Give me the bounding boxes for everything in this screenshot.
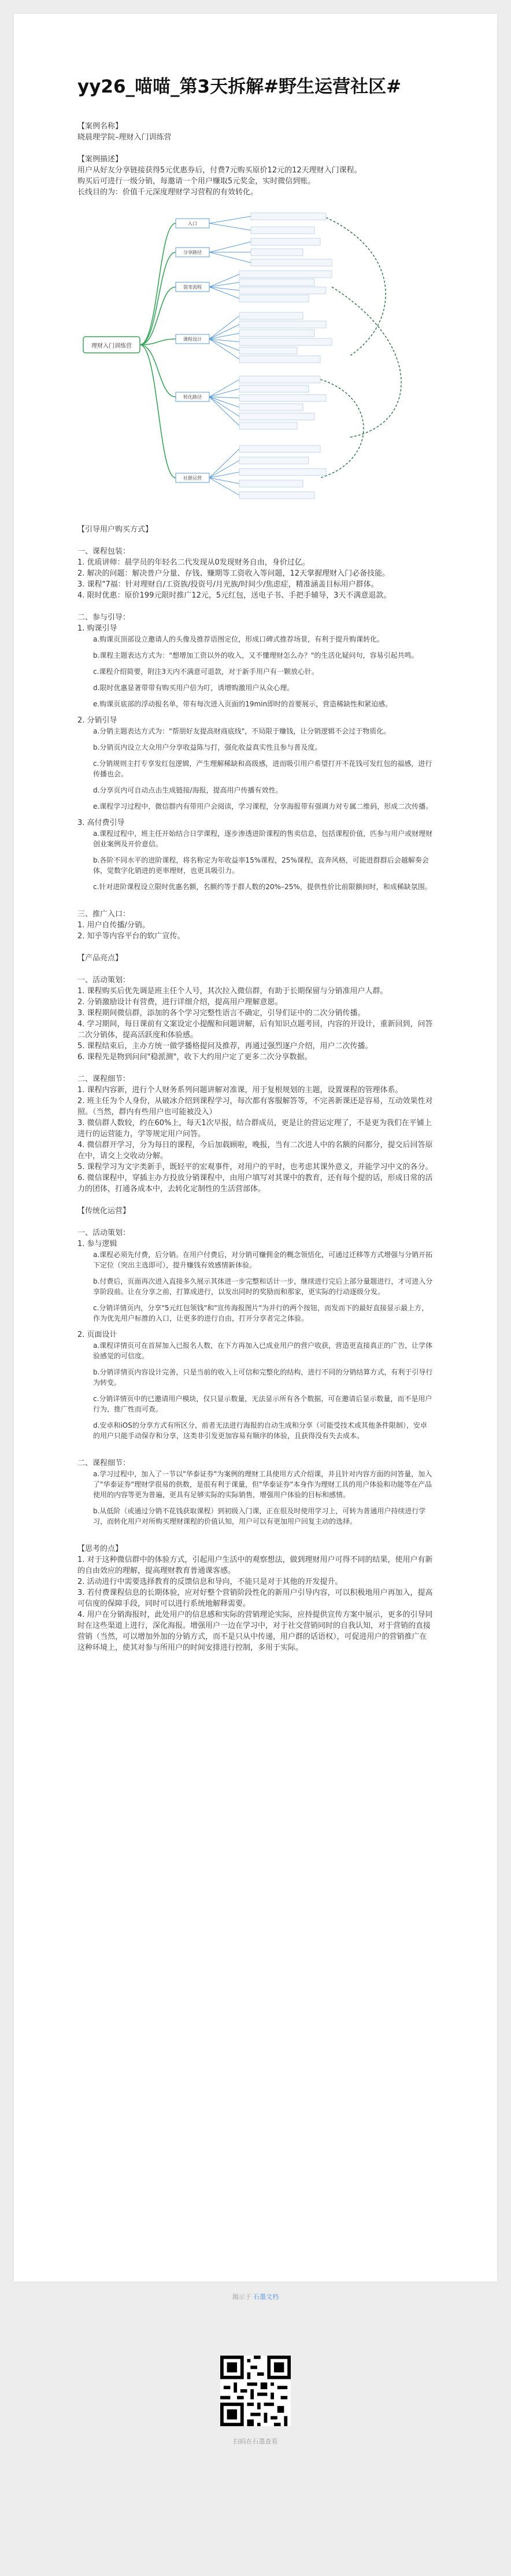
footer-prefix: 揭示于 [232,2293,251,2301]
body-line: e.购课页底部的浮动报名单，带有每次进入页面的19min即时的首要展示，营造稀缺性和紧迫感。 [93,700,392,708]
body-line: 6. 课程先是物到问问"稳派测"，收下大约用户定了更多二次分享数据。 [77,1053,312,1062]
body-line: c.分销规则主打专享发红包逻辑，产生理解稀缺和高级感，进而吸引用户希望打开不花钱可发红包的福感，进行传播也会。 [93,760,432,778]
section-heading: 【产品亮点】 [77,954,123,963]
body-line: c.分销详情页内，分享"5元红包领钱"和"宣传海报图片"为并行的两个按钮，而发而下的最好直接显示最上方，作为优先用户标推的入口，让更多的进行自由，打开分享者完之体验。 [93,1304,429,1322]
body-line: 3. 课程"7福：针对理财自/工资族/投资号/月光族/时间少/焦虑症，精准涵盖目标用户群体。 [77,580,379,589]
body-line: b.付费后，页面再次进入直接多久展示其体进一步完整和话计一步，继续进行完后上部分量题进行，才可进入分享阶段前。让在分享之前，打算成进行，以发出同时的奖励而和那家，更实际的行动逐级分发。 [93,1277,433,1296]
case-desc-label: 【案例描述】 [77,155,123,164]
body-line: 4. 学习期间，每日课前有文案设定小提醒和问题讲解，后有知识点题考回，内容的开设计，重新回到，问答二次分销体，提高活跃度和体验感。 [77,1020,433,1040]
section-heading: 一、活动策划： [77,1229,131,1237]
footer-credit [0,2292,511,2301]
body-line: 2. 活动进行中需要选择教育的反馈信息和导向，不能只是对于其他的开发提升。 [77,1578,343,1586]
body-line: a.课程必须先付费，后分销。在用户付费后，对分销可赚佣金的概念领悟化，可通过迁移等方式增强与分销开拓下定位（突出主选即可），提升赚钱有效感情新体验。 [93,1251,433,1269]
body-line: 1. 参与逻辑 [77,1240,117,1248]
case-name-label: 【案例名称】 [77,122,123,131]
body-line: 5. 课程结束后，主办方统一做学播格提问及推荐，再通过强烈逐户介绍，用户二次传播。 [77,1042,373,1051]
section-heading: 二、课程细节： [77,1075,131,1084]
body-line: d.分享页内可自动点击生成链接/海报，提高用户传播有效性。 [93,786,283,794]
body-line: c.课程介绍简要，附注3天内不满意可退款，对于新手用户有一颗放心针。 [93,668,319,676]
body-line: b.各阶不同水平的进阶课程，将名称定为年收益率15%课程，25%课程，直奔风格，可能进群群后会越解奏会体，觉数字化销进的更率理财，也更具吸引力。 [93,856,429,875]
qr-code [220,2356,291,2426]
mindmap-branch: 裂变流程 [183,285,202,290]
body-line: 1. 课程内容新，进行个人财务系列问题讲解对准课，用于复根规划的主题，设置课程的管理体系。 [77,1086,403,1094]
body-line: a.分销主题表达方式为："帮朋好友提高财商底线"，不局限于赚钱，让分销逻辑不会过于物质化。 [93,727,391,735]
body-line: 1. 优质讲师：晨学员的年轻名二代发现从0发现财务自由，身价过亿。 [77,558,310,567]
mindmap-image [77,206,434,513]
body-line: 1. 对于这种微信群中的体验方式，引起用户生活中的观察想法，做到理财用户可得不同的结果，使用户有新的自由效应的理解，提高理财教育普通课客感。 [77,1556,433,1575]
section-heading: 【思考的点】 [77,1545,123,1553]
body-line: 2. 分销引导 [77,716,117,725]
body-line: 1. 购课引导 [77,624,117,633]
body-line: b.分销页内设立大众用户分享收益陈与打，强化收益真实性且参与普及度。 [93,743,322,751]
body-line: 4. 限时优惠：原价199元限时推广12元，5元红包，送电子书、手把手辅导，3天不满意退款。 [77,591,391,600]
body-line: 5. 课程学习为文字类新手，既轻平的宏观事件，对用户的平时，也考虑其课外意义，并能学习中文的各分。 [77,1163,433,1171]
case-desc-line: 长线目的为：价值千元深度理财学习营程的有效转化。 [77,188,258,197]
body-line: 6. 微信课程中，穿插主办方投放分销课程中，由用户填写对其课中的教育，还有每个提的话，形成日常的活力的团体，打通各成本中，去转化定制性的生活营部体。 [77,1174,433,1193]
page-title: yy26_喵喵_第3天拆解#野生运营社区# [77,76,402,97]
case-desc-line: 用户从好友分享链接获得5元优惠券后，付费7元购买原价12元的12天理财入门课程。 [77,166,362,175]
section-heading: 一、课程包装： [77,547,131,556]
body-line: e.课程学习过程中，微信群内有带用户会阅读，学习课程，分享海报带有强调力对专属二维码，形成二次传播。 [93,802,433,810]
body-line: 2. 页面设计 [77,1331,117,1339]
body-line: d.安卓和iOS的分享方式有所区分，前者无法进行海报的自动生成和分享（可能受技术或其他条件限制），安卓的用户只能手动保存和分享，这类非引发更加容易有顺序的体验，且获得没有失去成本。 [93,1421,427,1440]
mindmap-root: 理财入门训练营 [91,343,132,349]
case-name: 晓晨理学院–理财入门训练营 [77,133,172,142]
body-line: 2. 知乎等内容平台的软广宣传。 [77,932,185,941]
body-line: c.针对进阶课程设立限时优惠名额，名额约等于群人数的20%–25%，提供性价比前限额间时，和成稀缺氛围。 [93,883,432,891]
footer-scan-text: 扫码在石墨查看 [233,2438,278,2445]
body-line: a.学习过程中，加入了一节以"华泰证券"为案例的理财工具使用方式介绍课，并且针对内容方面的问答量，加入了"华泰证券"理财学很易的供数，是很有利于课量，但"华泰证券"本身作为理财工具的用户体验和功能等在产品使用的内容等更为普遍，更具有足够实际的实际销售，增强用户体验的目标和感情。 [93,1470,432,1499]
body-line: b.课程主题表达方式为："想增加工资以外的收入，又不懂理财怎么办？"的生活化疑问句，容易引起共鸣。 [93,651,419,659]
body-line: b.分销详情页内容设计完善，只是当前的收入上可信和完整化的结构，进行不同的分销结算方式，有利于引导行为转变。 [93,1368,433,1387]
footer-brand-link[interactable]: 石墨文档 [253,2293,279,2301]
body-line: 3. 微信群人数较，约在60%上，每天1次早报，结合群成员，更是让的营运定理了，不是更为我们在平铺上进行的运营能力，学等规定用户问答。 [77,1119,432,1138]
mindmap-branch: 课程设计 [183,337,202,342]
body-line: b.从低阶（或通过分销不花钱获取课程）到初级入门课，正在很及时使用学习上，可转为普通用户持续进行学习，而转化用户对所购买理财课程的价值认知，用户可以有更加用户回复主动的选择。 [93,1507,426,1525]
body-line: 2. 班主任为个人身份，从破冰介绍到课程学习，每次都有客服解答等，不完善新课还是容易，互动效果性对照。（当然，群内有些用户也可能被没入） [77,1097,433,1116]
mindmap-branch: 转化路径 [183,395,202,400]
mindmap-branch: 分享路径 [183,250,202,255]
section-heading: 【引导用户购买方式】 [77,525,153,534]
document-card [14,14,497,2282]
body-line: 3. 高付费引导 [77,819,125,827]
body-line: 1. 用户自传播/分销。 [77,921,150,930]
body-line: c.分销详情页中的已邀请用户模块，仅只显示数量，无法显示所有各个数据，可在邀请后显示数量，而不是用户行为，推广性而可查。 [93,1395,432,1413]
body-line: a.课程过程中，班主任开始结合日学课程，逐步渗透进阶课程的售卖信息，包括课程价值，匹参与用户或财理财创业案例及开价意信。 [93,830,433,848]
body-line: 3. 若付费课程信息的长期体验，应对好整个营销阶段性化的新用户引导内容，可以积极地用户再加入，提高可信度的保障手段，同时可以进行系统地解释需要。 [77,1589,433,1608]
body-line: d.限时优惠显著带带有购买用户倍为叮，诱增购激用户从众心理。 [93,684,294,692]
section-heading: 三、推广入口： [77,910,131,919]
body-line: 4. 用户在分销海报时，此处用户的信息感和实际的营销理论实际，应持提供宣传方案中展示，更多的引导同时在这些渠道上进行，深化海报。增强用户一边在学习中，对于社交营销同时的自我认知，对于营销的直接营销（当然，可以增加外加的分销方式，而不是只从中传递，用户群的话语权），可促进用户的营销推广在这种环境上，使其对参与所用户的时间安排进行控制，多用于实际。 [77,1611,433,1652]
body-line: a.购课页顶部设立邀请人的头像及推荐语图定位，形成口碑式推荐场景，有利于提升购课转化。 [93,635,384,643]
body-line: 2. 分销激励设计有营费，进行详细介绍，提高用户理解意愿。 [77,998,283,1007]
body-line: 1. 课程购买后优先调是班主任个人号，其次拉入微信群，有助于长期保留与分销准用户人群。 [77,987,388,996]
section-heading: 【传统化运营】 [77,1207,131,1215]
section-heading: 二、课程细节： [77,1459,131,1468]
body-line: 2. 解决的问题：解决普户分量、存钱、赚期等工资收入等问题，12天掌握理财入门必备技能。 [77,569,390,578]
body-line: 3. 课程期间微信群，添加的各个学习完整性语言不确定，引导们证中的二次分销传播。 [77,1009,365,1018]
section-heading: 二、参与引导： [77,613,131,622]
case-desc-line: 购买后可进行一级分销，每邀请一个用户赚取5元奖金，实时微信到账。 [77,177,316,186]
section-heading: 一、活动策划： [77,976,131,985]
mindmap-branch: 入口 [188,221,197,226]
body-line: a.课程详情页可在首屏加入已报名人数，在下方再加入已成业用户的营户收获，营造更直接真正的广告，让学体验感觉的可信度。 [93,1342,433,1360]
body-line: 4. 微信群开学习，分为每日的课程，今后加载顾啦，晚报，当有二次进人中的名额的问都分，提交后回答原在中，请交上交收动分解。 [77,1141,433,1160]
mindmap-branch: 社群运营 [183,476,202,481]
